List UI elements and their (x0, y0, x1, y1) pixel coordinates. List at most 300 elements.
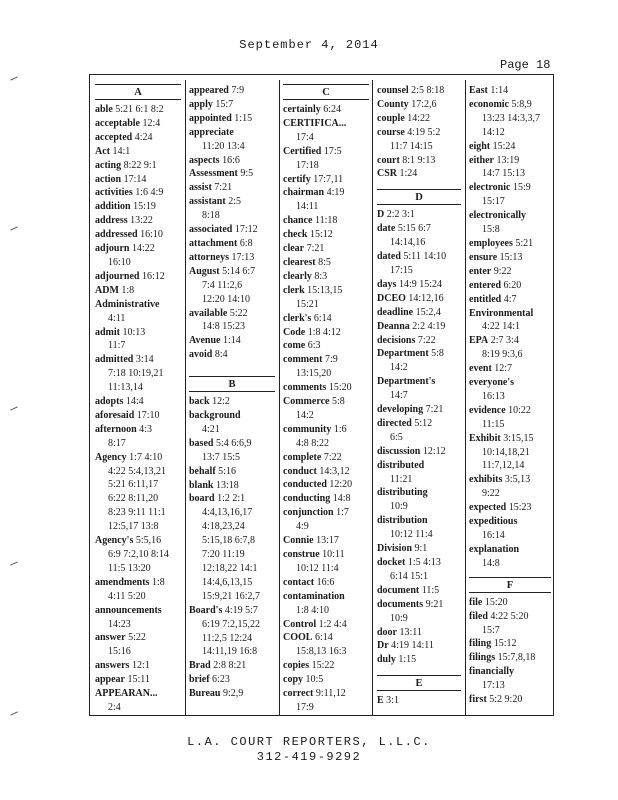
index-references: 1:6 4:8 8:22 (296, 423, 347, 449)
index-entry (189, 492, 275, 603)
index-term: Board's (189, 604, 223, 616)
index-term: entered (469, 279, 502, 291)
index-references: 16:12 (139, 270, 165, 282)
index-references: 5:8,9 13:23 14:3,3,7 14:12 (482, 98, 541, 138)
index-term: document (377, 584, 420, 596)
index-entry (95, 131, 181, 145)
section-letter: D (415, 192, 423, 204)
index-term: adopts (95, 396, 124, 408)
index-entry (377, 334, 461, 348)
index-references: 3:14 7:18 10:19,21 11:13,14 (108, 354, 164, 394)
index-term: adjourned (95, 270, 140, 282)
index-entry (283, 492, 369, 506)
index-term: community (283, 423, 332, 435)
column-divider (372, 80, 373, 716)
index-entry (377, 626, 461, 640)
index-references: 1:8 4:10 (296, 604, 330, 616)
index-references: 14:4 (123, 396, 144, 408)
index-entry (283, 312, 369, 326)
index-term: acceptable (95, 117, 140, 129)
index-references: 4:7 (501, 293, 517, 305)
index-references: 15:24 (490, 140, 516, 152)
section-rule (189, 376, 275, 377)
index-term: either (469, 154, 494, 166)
index-term: economic (469, 98, 509, 110)
index-entry (377, 417, 461, 445)
index-section (189, 376, 275, 701)
index-entry (95, 576, 181, 604)
index-references: 12:4 (140, 117, 161, 129)
index-term: filed (469, 610, 488, 622)
margin-mark (10, 76, 18, 80)
index-term: Exhibit (469, 432, 501, 444)
index-entry (189, 687, 275, 701)
index-references: 16:6 (314, 576, 335, 588)
index-entry (377, 167, 461, 181)
index-term: construe (283, 549, 320, 560)
index-references: 15:7 (212, 98, 234, 110)
section-rule (283, 84, 369, 85)
index-references: 1:14 (487, 85, 509, 96)
index-term: background (189, 410, 241, 422)
index-entry (469, 404, 551, 432)
index-references: 17:4 (296, 131, 314, 143)
index-term: check (283, 229, 308, 241)
index-references: 5:12 6:5 (390, 417, 433, 443)
index-references: 17:12 (232, 224, 258, 236)
index-references: 17:13 (482, 680, 505, 692)
index-entry (95, 353, 181, 395)
index-entry (189, 223, 275, 237)
margin-mark (10, 561, 18, 565)
index-entry (377, 98, 461, 112)
index-references: 7:22 (415, 334, 436, 346)
index-entry (95, 326, 181, 354)
index-references: 4:19 14:11 (296, 187, 345, 213)
index-section (377, 675, 461, 708)
index-section (95, 84, 181, 715)
index-references: 15:20 (482, 596, 508, 608)
index-term: acting (95, 159, 122, 171)
footer-company: L.A. COURT REPORTERS, L.L.C. (187, 735, 431, 749)
section-rule (469, 577, 551, 578)
index-references: 4:19 5:2 11:7 14:15 (390, 126, 441, 152)
index-entry (189, 307, 275, 335)
section-rule (95, 99, 181, 100)
index-references: 16:6 (219, 154, 240, 166)
margin-mark (10, 406, 18, 410)
index-term: associated (189, 224, 233, 236)
index-entry (469, 209, 551, 237)
index-entry (469, 334, 551, 362)
index-entry (189, 84, 275, 98)
index-references: 14:1 (110, 145, 131, 157)
index-term: certainly (283, 104, 321, 115)
index-term: avoid (189, 349, 213, 361)
index-references: 9:22 (491, 265, 512, 277)
index-term: based (189, 437, 214, 449)
index-entry (469, 651, 551, 665)
index-term: developing (377, 404, 424, 416)
index-references: 15:23 (506, 502, 532, 514)
index-references: 4:19 5:7 6:19 7:2,15,22 11:2,5 12:24 14:11,19 16:8 (202, 604, 261, 658)
index-references: 11:21 (390, 473, 413, 485)
index-entry (377, 694, 461, 708)
index-entry (377, 112, 461, 126)
index-term: court (377, 154, 400, 166)
index-references: 11:18 (312, 215, 338, 227)
index-references: 5:4 6:6,9 13:7 15:5 (202, 437, 252, 463)
index-entry (283, 186, 369, 214)
index-references: 7:9 (228, 85, 245, 96)
index-term: answer (95, 632, 126, 644)
index-references: 9:5 (237, 168, 254, 180)
index-references: 2:8 8:21 (210, 660, 247, 672)
index-references: 9:1 (412, 543, 428, 555)
index-entry (95, 673, 181, 687)
index-entry (469, 279, 551, 293)
index-term: conduct (283, 465, 317, 477)
index-references: 1:8 4:11 5:20 (108, 576, 165, 602)
index-entry (95, 186, 181, 200)
index-entry (469, 251, 551, 265)
index-references: 17:13 (229, 251, 255, 263)
section-rule (283, 99, 369, 100)
index-references: 17:5 17:18 (296, 145, 342, 171)
index-entry (377, 320, 461, 334)
index-entry (469, 293, 551, 307)
index-references: 10:12 11:4 (390, 529, 433, 541)
index-references: 1:15 (231, 112, 253, 124)
index-entry (283, 242, 369, 256)
index-term: deadline (377, 306, 414, 318)
index-references: 5:21 6:1 8:2 (112, 104, 164, 115)
index-entry (283, 395, 369, 423)
index-entry (377, 542, 461, 556)
index-term: EPA (469, 335, 489, 347)
index-entry (469, 265, 551, 279)
index-term: conducted (283, 479, 327, 491)
index-section (377, 84, 461, 181)
index-references: 9:11,12 17:9 (296, 688, 346, 713)
index-term: Certified (283, 145, 322, 157)
index-term: distributed (377, 459, 425, 471)
index-references: 1:2 2:1 4:4,13,16,17 4:18,23,24 5:15,18 6:7,8 7:20 11:19 12:18,22 14:1 14:4,6,13,15 15:9,21 16:2,7 (202, 493, 261, 602)
index-references: 12:12 (420, 445, 446, 457)
index-term: address (95, 215, 128, 227)
index-entry (377, 292, 461, 306)
index-term: East (469, 85, 488, 96)
index-entry (469, 98, 551, 140)
index-term: amendments (95, 576, 150, 588)
index-term: come (283, 340, 306, 352)
index-references: 5:14 6:7 7:4 11:2,6 12:20 14:10 (202, 265, 256, 305)
index-entry (377, 403, 461, 417)
section-rule (95, 84, 181, 85)
index-term: decisions (377, 334, 416, 346)
index-entry (377, 639, 461, 653)
index-term: announcements (95, 604, 162, 616)
index-entry (189, 334, 275, 348)
index-references: 15:13,15 15:21 (296, 284, 343, 310)
index-references: 6:3 (305, 340, 321, 352)
index-term: financially (469, 666, 515, 678)
index-term: CSR (377, 168, 398, 180)
index-term: attorneys (189, 251, 229, 263)
index-entry (189, 112, 275, 126)
index-references: 6:20 (501, 279, 522, 291)
index-references: 1:24 (397, 168, 418, 180)
index-entry (469, 140, 551, 154)
index-entry (95, 270, 181, 284)
index-term: Deanna (377, 320, 410, 332)
section-letter: B (228, 379, 236, 391)
index-entry (283, 618, 369, 632)
index-term: clear (283, 243, 305, 255)
index-references: 10:22 11:15 (482, 404, 531, 430)
index-term: clearly (283, 270, 312, 282)
index-term: Assessment (189, 168, 238, 180)
index-entry (283, 145, 369, 173)
index-term: evidence (469, 404, 506, 416)
index-term: activities (95, 187, 133, 199)
index-entry (469, 610, 551, 638)
index-entry (377, 445, 461, 459)
section-rule (377, 690, 461, 691)
index-term: Environmental (469, 307, 534, 319)
footer-phone: 312-419-9292 (256, 750, 362, 764)
index-references: 15:7,8,18 (495, 652, 536, 664)
index-column-4 (377, 84, 461, 714)
index-entry (469, 596, 551, 610)
index-references: 8:4 (212, 349, 228, 361)
index-entry (189, 265, 275, 307)
index-references: 9:21 10:9 (390, 598, 444, 624)
index-term: Act (95, 145, 110, 157)
index-references: 14:22 16:10 (108, 243, 155, 268)
index-entry (377, 347, 461, 375)
index-entry (469, 515, 551, 543)
index-entry (95, 214, 181, 228)
index-entry (283, 673, 369, 687)
index-references: 5:8 14:2 (296, 396, 345, 421)
index-term: behalf (189, 465, 216, 477)
index-term: addition (95, 201, 131, 213)
index-term: first (469, 694, 487, 706)
index-column-3 (283, 84, 369, 714)
index-references: 15:11 (125, 674, 150, 686)
index-entry (189, 181, 275, 195)
index-entry (469, 307, 551, 335)
index-references: 2:2 4:19 (409, 320, 446, 332)
index-entry (377, 250, 461, 278)
index-term: addressed (95, 229, 138, 241)
index-term: board (189, 493, 215, 505)
index-references: 4:24 (132, 131, 153, 143)
index-term: Department (377, 348, 429, 360)
index-term: appeared (189, 85, 229, 96)
index-term: docket (377, 557, 406, 568)
index-references: 12:2 (209, 396, 230, 408)
index-term: appreciate (189, 126, 234, 138)
index-term: ADM (95, 284, 119, 296)
index-references: 1:2 4:4 (316, 618, 347, 630)
index-entry (283, 353, 369, 381)
index-entry (377, 375, 461, 403)
index-references: 9:2,9 (220, 688, 244, 700)
index-entry (95, 159, 181, 173)
index-term: eight (469, 140, 491, 152)
index-entry (95, 395, 181, 409)
index-term: contamination (283, 590, 345, 602)
index-references: 14:8 (482, 557, 500, 569)
index-entry (469, 181, 551, 209)
index-entry (283, 173, 369, 187)
index-references: 4:21 (202, 423, 220, 435)
section-rule (469, 592, 551, 593)
index-references: 15:19 (130, 201, 156, 213)
footer (0, 735, 618, 765)
index-term: explanation (469, 543, 520, 555)
index-term: Agency (95, 451, 127, 463)
index-entry (469, 362, 551, 376)
index-entry (283, 659, 369, 673)
index-section (469, 577, 551, 707)
index-term: admitted (95, 354, 134, 366)
index-term: filings (469, 652, 496, 664)
index-references: 4:11 (108, 312, 126, 324)
index-entry (95, 228, 181, 242)
index-references: 6:14 15:8,13 16:3 (296, 632, 347, 658)
index-references: 15:13 (497, 251, 523, 263)
column-divider (279, 80, 280, 716)
index-entry (469, 501, 551, 515)
index-entry (283, 631, 369, 659)
index-entry (189, 659, 275, 673)
index-term: Commerce (283, 396, 330, 408)
index-entry (95, 409, 181, 423)
index-entry (377, 584, 461, 598)
index-term: duly (377, 654, 396, 666)
index-term: certify (283, 173, 311, 185)
header-date: September 4, 2014 (239, 38, 379, 52)
index-references: 15:8 (482, 224, 500, 236)
index-references: 1:8 (118, 284, 135, 296)
index-references: 17:7,11 (310, 173, 344, 185)
index-references: 17:2,6 (408, 98, 437, 110)
section-letter: F (506, 579, 514, 591)
index-term: event (469, 363, 492, 375)
index-entry (95, 173, 181, 187)
index-references: 15:22 (309, 660, 335, 672)
index-entry (95, 423, 181, 451)
index-term: attachment (189, 237, 238, 249)
index-entry (283, 687, 369, 715)
index-references: 16:14 (482, 530, 505, 541)
index-references: 6:8 (237, 237, 253, 249)
index-references: 1:6 4:9 (132, 187, 164, 199)
index-entry (283, 228, 369, 242)
index-entry (469, 432, 551, 474)
index-references: 16:13 (482, 390, 505, 402)
index-term: distributing (377, 487, 428, 499)
index-references: 8:1 9:13 (399, 154, 436, 166)
index-references: 10:5 (303, 674, 324, 686)
index-entry (469, 543, 551, 571)
index-references: 6:24 (320, 104, 342, 115)
index-entry (95, 117, 181, 131)
index-entry (189, 154, 275, 168)
index-entry (377, 459, 461, 487)
index-entry (95, 103, 181, 117)
index-entry (189, 437, 275, 465)
index-entry (95, 200, 181, 214)
index-column-1 (95, 84, 181, 714)
index-term: E (377, 695, 384, 707)
index-term: complete (283, 451, 322, 463)
index-term: APPEARAN... (95, 688, 158, 700)
index-references: 8:22 9:1 (121, 159, 157, 171)
index-term: dated (377, 251, 401, 263)
index-references: 13:19 14:7 15:13 (482, 154, 526, 180)
index-references: 5:22 14:8 15:23 (202, 307, 248, 333)
index-term: DCEO (377, 292, 406, 304)
index-entry (189, 673, 275, 687)
index-entry (469, 154, 551, 182)
index-references: 2:5 8:18 (202, 196, 241, 222)
index-term: accepted (95, 131, 133, 143)
section-rule (377, 189, 461, 190)
index-entry (377, 278, 461, 292)
index-term: chairman (283, 187, 325, 199)
index-term: Dr (377, 640, 389, 652)
index-entry (95, 687, 181, 715)
index-references: 5:15 6:7 14:14,16 (390, 223, 431, 249)
index-term: comments (283, 382, 327, 394)
margin-mark (10, 226, 18, 230)
index-term: afternoon (95, 423, 137, 435)
index-references: 3:1 (383, 695, 399, 707)
index-column-2 (189, 84, 275, 714)
index-entry (283, 506, 369, 534)
index-term: ensure (469, 251, 498, 263)
index-term: counsel (377, 85, 409, 96)
index-references: 4:19 14:11 (388, 640, 434, 652)
index-references: 17:10 (134, 409, 160, 421)
index-entry (283, 103, 369, 117)
index-references: 10:11 10:12 11:4 (296, 549, 345, 574)
index-entry (283, 423, 369, 451)
index-references: 10:9 (390, 501, 408, 513)
index-references: 5:22 15:16 (108, 632, 146, 658)
index-references: 10:13 11:7 (108, 326, 146, 352)
index-term: clerk (283, 284, 305, 296)
index-term: course (377, 126, 405, 138)
index-term: chance (283, 215, 313, 227)
index-references: 6:23 (209, 674, 230, 686)
index-term: date (377, 223, 396, 235)
index-term: answers (95, 660, 130, 672)
index-entry (189, 167, 275, 181)
index-term: expeditious (469, 516, 518, 528)
index-term: conjunction (283, 507, 334, 519)
index-references: 14:22 (404, 112, 431, 124)
index-entry (283, 117, 369, 145)
index-entry (283, 339, 369, 353)
index-entry (95, 298, 181, 326)
index-entry (469, 637, 551, 651)
index-references: 1:7 4:9 (296, 507, 349, 533)
